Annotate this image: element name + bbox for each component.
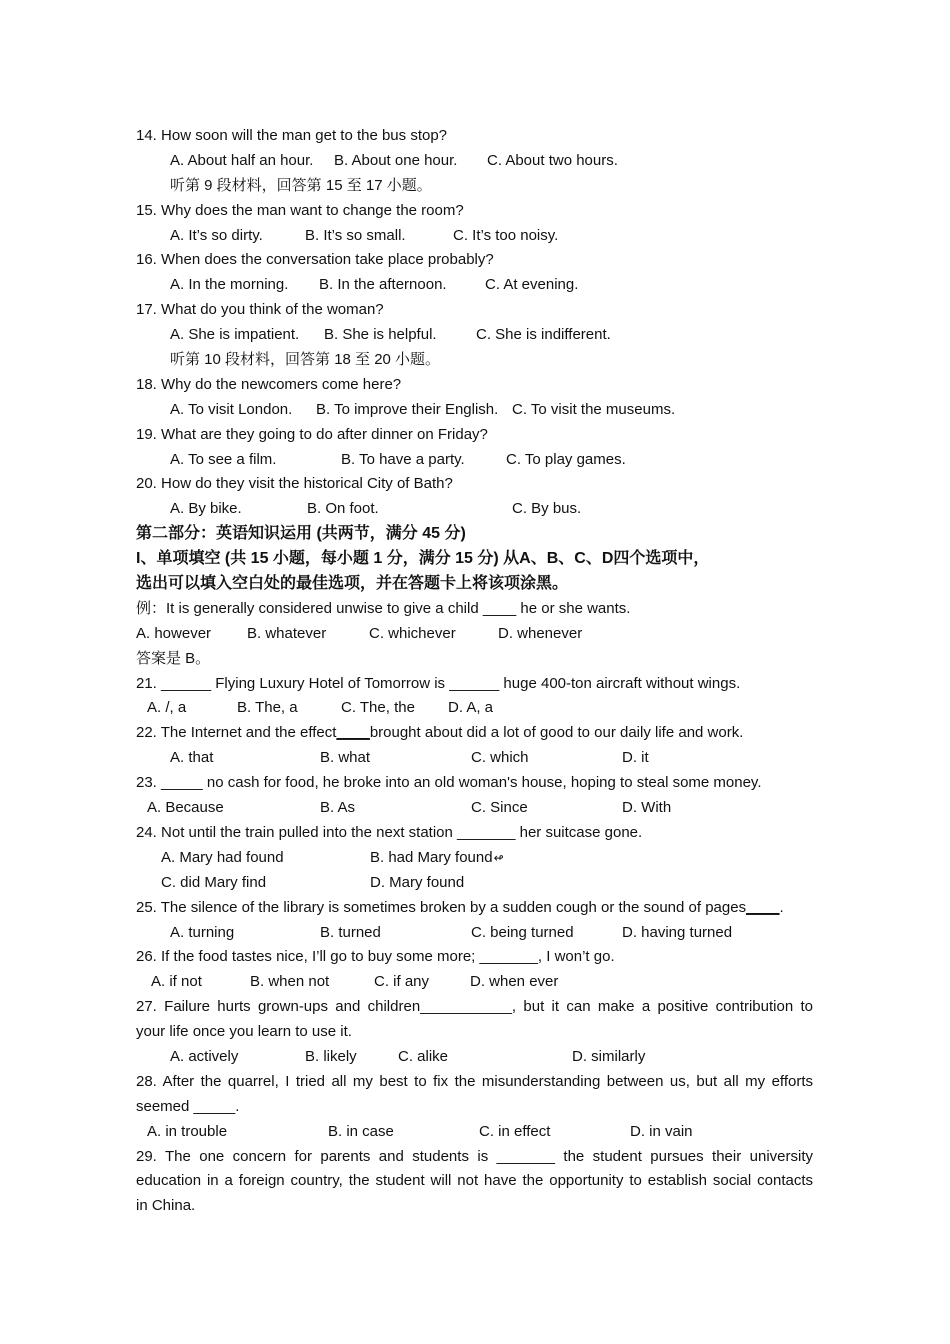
question-25-stem-start: 25. The silence of the library is sometimes broken by a sudden cough or the sound of pages — [136, 898, 747, 916]
option-14a: A. About half an hour. — [170, 151, 314, 169]
option-18c: C. To visit the museums. — [512, 400, 676, 418]
option-21a: A. /, a — [147, 699, 187, 717]
option-27d: D. similarly — [572, 1047, 646, 1065]
option-22b: B. what — [320, 749, 371, 767]
option-16c: C. At evening. — [485, 276, 579, 294]
option-15b: B. It’s so small. — [305, 226, 406, 244]
option-16a: A. In the morning. — [170, 276, 289, 294]
question-17: 17. What do you think of the woman? — [136, 301, 384, 319]
option-24d: D. Mary found — [370, 873, 465, 891]
question-29-line3: in China. — [136, 1197, 196, 1215]
option-28c: C. in effect — [479, 1122, 551, 1140]
option-18a: A. To visit London. — [170, 400, 293, 418]
example-option-b: B. whatever — [247, 624, 327, 642]
question-21: 21. ______ Flying Luxury Hotel of Tomorrow is ______ huge 400-ton aircraft without wings. — [136, 674, 741, 692]
option-28d: D. in vain — [630, 1122, 693, 1140]
options-18 — [136, 398, 813, 423]
part-two-heading: 第二部分：英语知识运用 (共两节，满分 45 分) — [136, 525, 466, 543]
option-23c: C. Since — [471, 799, 528, 817]
option-24b: B. had Mary found — [370, 848, 493, 866]
example-question: 例：It is generally considered unwise to give a child ____ he or she wants. — [136, 599, 631, 617]
options-15 — [136, 224, 813, 249]
option-24c: C. did Mary find — [161, 873, 267, 891]
question-29-line2: education in a foreign country, the student will not have the opportunity to establish social contacts — [136, 1172, 813, 1190]
option-23b: B. As — [320, 799, 356, 817]
option-18b: B. To improve their English. — [316, 400, 499, 418]
section-instruction-10: 听第 10 段材料，回答第 18 至 20 小题。 — [170, 351, 441, 369]
options-23 — [136, 796, 813, 821]
option-23a: A. Because — [147, 799, 224, 817]
option-25b: B. turned — [320, 923, 381, 941]
question-20: 20. How do they visit the historical City of Bath? — [136, 475, 453, 493]
options-14 — [136, 149, 813, 174]
question-25-blank: ____ — [746, 898, 780, 916]
option-21b: B. The, a — [237, 699, 298, 717]
option-27a: A. actively — [170, 1047, 239, 1065]
option-15c: C. It’s too noisy. — [453, 226, 559, 244]
option-26b: B. when not — [250, 973, 330, 991]
question-25-stem-end: . — [779, 898, 784, 916]
option-17a: A. She is impatient. — [170, 326, 300, 344]
option-20a: A. By bike. — [170, 500, 242, 518]
section-one-heading-line2: 选出可以填入空白处的最佳选项，并在答题卡上将该项涂黑。 — [136, 575, 569, 593]
section-instruction-9: 听第 9 段材料，回答第 15 至 17 小题。 — [170, 176, 432, 194]
example-answer: 答案是 B。 — [136, 649, 211, 667]
question-28-line2: seemed _____. — [136, 1097, 240, 1115]
options-20 — [136, 497, 813, 522]
question-16: 16. When does the conversation take place probably? — [136, 251, 494, 269]
question-22-stem-end: brought about did a lot of good to our daily life and work. — [369, 724, 744, 742]
options-16 — [136, 273, 813, 298]
question-26: 26. If the food tastes nice, I’ll go to buy some more; _______, I won’t go. — [136, 948, 615, 966]
edit-mark-icon: ↫ — [493, 850, 504, 865]
options-19 — [136, 448, 813, 473]
example-option-d: D. whenever — [498, 624, 583, 642]
example-option-a: A. however — [136, 624, 212, 642]
option-25d: D. having turned — [622, 923, 733, 941]
example-options — [136, 622, 813, 647]
option-16b: B. In the afternoon. — [319, 276, 447, 294]
question-27-line2: your life once you learn to use it. — [136, 1023, 352, 1041]
question-14: 14. How soon will the man get to the bus stop? — [136, 127, 448, 144]
option-25c: C. being turned — [471, 923, 574, 941]
question-25 — [136, 896, 813, 921]
option-22c: C. which — [471, 749, 529, 767]
question-22-stem-start: 22. The Internet and the effect — [136, 724, 337, 742]
example-option-c: C. whichever — [369, 624, 456, 642]
option-20b: B. On foot. — [307, 500, 379, 518]
option-17c: C. She is indifferent. — [476, 326, 611, 344]
option-14c: C. About two hours. — [487, 151, 618, 169]
option-17b: B. She is helpful. — [324, 326, 437, 344]
question-19: 19. What are they going to do after dinner on Friday? — [136, 425, 488, 443]
question-18: 18. Why do the newcomers come here? — [136, 375, 402, 393]
option-27b: B. likely — [305, 1047, 357, 1065]
option-22d: D. it — [622, 749, 649, 767]
option-15a: A. It’s so dirty. — [170, 226, 263, 244]
option-26a: A. if not — [151, 973, 202, 991]
question-15: 15. Why does the man want to change the room? — [136, 201, 464, 219]
options-25 — [136, 921, 813, 946]
option-25a: A. turning — [170, 923, 235, 941]
option-21d: D. A, a — [448, 699, 494, 717]
option-28b: B. in case — [328, 1122, 394, 1140]
options-24-row2 — [136, 871, 813, 896]
options-27 — [136, 1045, 813, 1070]
option-22a: A. that — [170, 749, 214, 767]
option-14b: B. About one hour. — [334, 151, 458, 169]
options-22 — [136, 746, 813, 771]
options-17 — [136, 323, 813, 348]
option-20c: C. By bus. — [512, 500, 582, 518]
exam-page — [136, 124, 813, 1219]
option-19c: C. To play games. — [506, 450, 626, 468]
question-22-blank: ____ — [336, 724, 370, 742]
option-26d: D. when ever — [470, 973, 559, 991]
options-28 — [136, 1120, 813, 1145]
option-27c: C. alike — [398, 1047, 449, 1065]
options-26 — [136, 970, 813, 995]
question-23: 23. _____ no cash for food, he broke into an old woman's house, hoping to steal some money. — [136, 774, 762, 792]
options-24-row1 — [136, 846, 813, 871]
option-21c: C. The, the — [341, 699, 415, 717]
options-21 — [136, 696, 813, 721]
option-24a: A. Mary had found — [161, 848, 284, 866]
section-one-heading-line1: I、单项填空 (共 15 小题，每小题 1 分，满分 15 分) 从A、B、C、D四个选项中， — [136, 550, 710, 568]
question-22 — [136, 721, 813, 746]
question-29-line1: 29. The one concern for parents and students is _______ the student pursues their university — [136, 1147, 813, 1165]
question-27-line1: 27. Failure hurts grown-ups and children___________, but it can make a positive contribution to — [136, 998, 813, 1016]
option-19b: B. To have a party. — [341, 450, 465, 468]
option-28a: A. in trouble — [147, 1122, 228, 1140]
question-28-line1: 28. After the quarrel, I tried all my best to fix the misunderstanding between us, but all my efforts — [136, 1072, 813, 1090]
option-26c: C. if any — [374, 973, 430, 991]
option-23d: D. With — [622, 799, 672, 817]
question-24: 24. Not until the train pulled into the next station _______ her suitcase gone. — [136, 823, 643, 841]
option-19a: A. To see a film. — [170, 450, 277, 468]
